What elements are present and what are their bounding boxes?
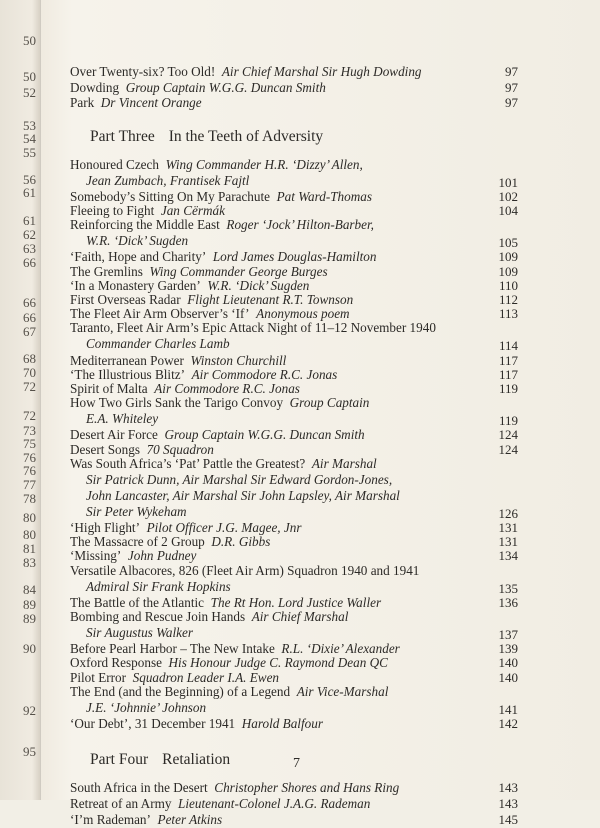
margin-page-number: 66 bbox=[23, 310, 36, 325]
margin-page-number: 89 bbox=[23, 597, 36, 612]
entry-page-number: 109 bbox=[498, 249, 518, 265]
entry-title: ‘In a Monastery Garden’ bbox=[70, 277, 201, 293]
entry-title: Over Twenty-six? Too Old! bbox=[70, 64, 216, 79]
entry-page-number: 112 bbox=[498, 291, 518, 307]
entry-author-continued: Commander Charles Lamb bbox=[86, 336, 230, 352]
entry-page-number: 140 bbox=[498, 655, 518, 671]
contents-entry bbox=[70, 715, 518, 732]
entry-page-number: 126 bbox=[498, 505, 518, 521]
entry-author: Winston Churchill bbox=[190, 352, 287, 368]
entry-page-number: 143 bbox=[498, 796, 518, 812]
entry-author: Harold Balfour bbox=[241, 715, 323, 731]
entry-author: Group Captain bbox=[289, 395, 370, 411]
entry-author: Flight Lieutenant R.T. Townson bbox=[187, 291, 354, 307]
entry-author: Dr Vincent Orange bbox=[100, 95, 202, 110]
entry-page-number: 105 bbox=[498, 235, 518, 251]
margin-page-number: 76 bbox=[23, 463, 36, 478]
entry-page-number: 131 bbox=[498, 519, 518, 535]
entry-page-number: 136 bbox=[498, 594, 518, 610]
margin-page-number: 80 bbox=[23, 510, 36, 525]
entry-page-number: 114 bbox=[498, 338, 518, 354]
entry-page-number: 139 bbox=[498, 641, 518, 657]
entry-author: Air Vice-Marshal bbox=[296, 683, 389, 699]
margin-page-number: 73 bbox=[23, 423, 36, 438]
entry-author: D.R. Gibbs bbox=[211, 534, 271, 550]
margin-page-number: 50 bbox=[23, 33, 36, 48]
entry-page-number: 142 bbox=[498, 715, 518, 731]
margin-page-number: 89 bbox=[23, 611, 36, 626]
entry-page-number: 124 bbox=[498, 427, 518, 443]
contents-entry bbox=[70, 683, 518, 717]
entry-author: W.R. ‘Dick’ Sugden bbox=[207, 277, 310, 293]
entry-author-continued: Sir Augustus Walker bbox=[86, 624, 193, 640]
margin-page-number: 63 bbox=[23, 241, 36, 256]
entry-author-continued: Admiral Sir Frank Hopkins bbox=[86, 578, 231, 594]
entry-author: Group Captain W.G.G. Duncan Smith bbox=[164, 427, 365, 443]
entry-author-continued: John Lancaster, Air Marshal Sir John Lapsley, Air Marshal bbox=[86, 487, 400, 503]
entry-title: ‘Missing’ bbox=[70, 548, 122, 564]
margin-page-number: 53 bbox=[23, 118, 36, 133]
entry-author: Air Chief Marshal Sir Hugh Dowding bbox=[221, 64, 422, 79]
margin-page-number: 70 bbox=[23, 365, 36, 380]
entry-page-number: 119 bbox=[498, 380, 518, 396]
margin-page-number: 52 bbox=[23, 85, 36, 100]
entry-page-number: 140 bbox=[498, 669, 518, 685]
entry-author: Anonymous poem bbox=[256, 306, 350, 322]
margin-page-number: 80 bbox=[23, 527, 36, 542]
contents-entry bbox=[70, 79, 518, 96]
entry-page-number: 97 bbox=[505, 64, 518, 79]
contents-entry bbox=[70, 455, 518, 521]
part-title: Retaliation bbox=[162, 751, 231, 769]
entry-title: ‘High Flight’ bbox=[70, 519, 140, 535]
margin-page-number: 72 bbox=[23, 379, 36, 394]
contents-entry bbox=[70, 320, 518, 354]
entry-title: The Gremlins bbox=[70, 263, 143, 279]
part-four-heading bbox=[90, 750, 230, 770]
entry-title: Somebody’s Sitting On My Parachute bbox=[70, 188, 271, 204]
entry-page-number: 143 bbox=[498, 780, 518, 796]
margin-page-number: 62 bbox=[23, 227, 36, 242]
entry-page-number: 141 bbox=[498, 701, 518, 717]
entry-title: Fleeing to Fight bbox=[70, 202, 155, 218]
margin-page-number: 56 bbox=[23, 172, 36, 187]
entry-title: First Overseas Radar bbox=[70, 291, 181, 307]
entry-title: Dowding bbox=[70, 79, 120, 95]
entry-author: His Honour Judge C. Raymond Dean QC bbox=[168, 655, 388, 671]
contents-entry bbox=[70, 64, 518, 80]
margin-page-number: 61 bbox=[23, 213, 36, 228]
contents-entry bbox=[70, 608, 518, 642]
part-label: Part Three bbox=[90, 127, 155, 145]
entry-author: Air Commodore R.C. Jonas bbox=[191, 366, 338, 382]
entry-page-number: 117 bbox=[498, 352, 518, 368]
entry-author: Roger ‘Jock’ Hilton-Barber, bbox=[226, 217, 374, 233]
entry-title: ‘Faith, Hope and Charity’ bbox=[70, 249, 207, 265]
margin-page-number: 76 bbox=[23, 450, 36, 465]
margin-page-number: 92 bbox=[23, 703, 36, 718]
contents-entry bbox=[70, 395, 518, 429]
contents-entry bbox=[70, 796, 518, 812]
entry-author: John Pudney bbox=[127, 548, 197, 564]
entry-page-number: 137 bbox=[498, 626, 518, 642]
entry-author: Pilot Officer J.G. Magee, Jnr bbox=[146, 519, 302, 535]
entry-title: South Africa in the Desert bbox=[70, 780, 208, 796]
entry-author: Wing Commander H.R. ‘Dizzy’ Allen, bbox=[165, 156, 363, 172]
entry-title: Taranto, Fleet Air Arm’s Epic Attack Night of 11–12 November 1940 bbox=[70, 320, 436, 336]
entry-author-continued: Sir Peter Wykeham bbox=[86, 503, 187, 519]
entry-author: 70 Squadron bbox=[146, 441, 214, 457]
entry-title: Honoured Czech bbox=[70, 156, 159, 172]
margin-page-number: 55 bbox=[23, 145, 36, 160]
entry-page-number: 124 bbox=[498, 441, 518, 457]
part-title: In the Teeth of Adversity bbox=[168, 127, 324, 145]
entry-title: Retreat of an Army bbox=[70, 796, 172, 812]
entry-author: Lieutenant-Colonel J.A.G. Rademan bbox=[178, 796, 371, 812]
entry-title: Mediterranean Power bbox=[70, 352, 184, 368]
entry-page-number: 101 bbox=[498, 174, 518, 190]
entry-author-continued: Sir Patrick Dunn, Air Marshal Sir Edward Gordon-Jones, bbox=[86, 471, 393, 487]
entry-title: The Fleet Air Arm Observer’s ‘If’ bbox=[70, 306, 250, 322]
entry-title: Versatile Albacores, 826 (Fleet Air Arm) Squadron 1940 and 1941 bbox=[70, 562, 420, 578]
entry-page-number: 134 bbox=[498, 548, 518, 564]
entry-title: Reinforcing the Middle East bbox=[70, 217, 220, 233]
entry-title: Oxford Response bbox=[70, 655, 162, 671]
margin-page-number: 61 bbox=[23, 185, 36, 200]
entry-page-number: 145 bbox=[498, 812, 518, 828]
entry-author-continued: W.R. ‘Dick’ Sugden bbox=[86, 233, 189, 249]
margin-page-number: 83 bbox=[23, 555, 36, 570]
entry-title: Desert Songs bbox=[70, 441, 140, 457]
entry-author: Air Commodore R.C. Jonas bbox=[154, 380, 300, 396]
entry-author: Pat Ward-Thomas bbox=[276, 188, 372, 204]
entry-author: Air Chief Marshal bbox=[251, 608, 349, 624]
entry-title: ‘The Illustrious Blitz’ bbox=[70, 366, 186, 382]
entry-page-number: 110 bbox=[498, 277, 518, 293]
entry-title: Was South Africa’s ‘Pat’ Pattle the Greatest? bbox=[70, 455, 306, 471]
entry-page-number: 109 bbox=[498, 263, 518, 279]
entry-author-continued: Jean Zumbach, Frantisek Fajtl bbox=[86, 172, 250, 188]
entry-author: Squadron Leader I.A. Ewen bbox=[132, 669, 280, 685]
contents-entry bbox=[70, 217, 518, 251]
entry-author: Air Marshal bbox=[311, 455, 377, 471]
entry-author: The Rt Hon. Lord Justice Waller bbox=[210, 594, 382, 610]
margin-page-number: 78 bbox=[23, 491, 36, 506]
margin-page-number: 81 bbox=[23, 541, 36, 556]
entry-page-number: 97 bbox=[505, 95, 518, 110]
entry-page-number: 135 bbox=[498, 580, 518, 596]
entry-author: Christopher Shores and Hans Ring bbox=[214, 780, 400, 796]
contents-entry bbox=[70, 95, 518, 111]
entry-title: Pilot Error bbox=[70, 669, 127, 685]
entry-author: Group Captain W.G.G. Duncan Smith bbox=[125, 79, 326, 95]
page-number: 7 bbox=[293, 756, 300, 771]
margin-page-number: 72 bbox=[23, 408, 36, 423]
margin-page-number: 90 bbox=[23, 641, 36, 656]
entry-title: ‘I’m Rademan’ bbox=[70, 812, 151, 828]
entry-author: Jan Cërmák bbox=[160, 202, 225, 218]
part-three-heading bbox=[90, 127, 323, 147]
margin-page-number: 66 bbox=[23, 295, 36, 310]
entry-title: Desert Air Force bbox=[70, 427, 158, 443]
entry-author: Wing Commander George Burges bbox=[149, 263, 328, 279]
margin-page-number: 77 bbox=[23, 477, 36, 492]
entry-title: Spirit of Malta bbox=[70, 380, 148, 396]
left-page-edge bbox=[0, 0, 41, 800]
entry-page-number: 104 bbox=[498, 202, 518, 218]
contents-entry bbox=[70, 780, 518, 796]
margin-page-number: 75 bbox=[23, 436, 36, 451]
entry-title: The End (and the Beginning) of a Legend bbox=[70, 683, 291, 699]
entry-page-number: 117 bbox=[498, 366, 518, 382]
contents-page bbox=[70, 52, 518, 828]
entry-page-number: 97 bbox=[505, 79, 518, 95]
margin-page-number: 67 bbox=[23, 324, 36, 339]
entry-author: Lord James Douglas-Hamilton bbox=[212, 249, 377, 265]
entry-author: Peter Atkins bbox=[157, 812, 223, 828]
contents-entry bbox=[70, 812, 518, 828]
contents-entry bbox=[70, 562, 518, 596]
entry-title: The Massacre of 2 Group bbox=[70, 534, 205, 550]
entry-title: The Battle of the Atlantic bbox=[70, 594, 205, 610]
entry-author-continued: J.E. ‘Johnnie’ Johnson bbox=[86, 699, 207, 715]
margin-page-number: 54 bbox=[23, 131, 36, 146]
entry-author: R.L. ‘Dixie’ Alexander bbox=[281, 641, 400, 657]
margin-page-number: 84 bbox=[23, 582, 36, 597]
entry-title: Bombing and Rescue Join Hands bbox=[70, 608, 246, 624]
entry-page-number: 119 bbox=[498, 413, 518, 429]
entry-page-number: 102 bbox=[498, 188, 518, 204]
contents-entry bbox=[70, 156, 518, 190]
entry-author-continued: E.A. Whiteley bbox=[86, 411, 159, 427]
entry-title: ‘Our Debt’, 31 December 1941 bbox=[70, 715, 236, 731]
entry-title: Park bbox=[70, 95, 95, 110]
margin-page-number: 95 bbox=[23, 744, 36, 759]
entry-title: Before Pearl Harbor – The New Intake bbox=[70, 641, 275, 657]
entry-page-number: 113 bbox=[498, 306, 518, 322]
margin-page-number: 68 bbox=[23, 351, 36, 366]
part-label: Part Four bbox=[90, 751, 149, 769]
margin-page-number: 50 bbox=[23, 69, 36, 84]
entry-page-number: 131 bbox=[498, 534, 518, 550]
margin-page-number: 66 bbox=[23, 255, 36, 270]
entry-title: How Two Girls Sank the Tarigo Convoy bbox=[70, 395, 284, 411]
